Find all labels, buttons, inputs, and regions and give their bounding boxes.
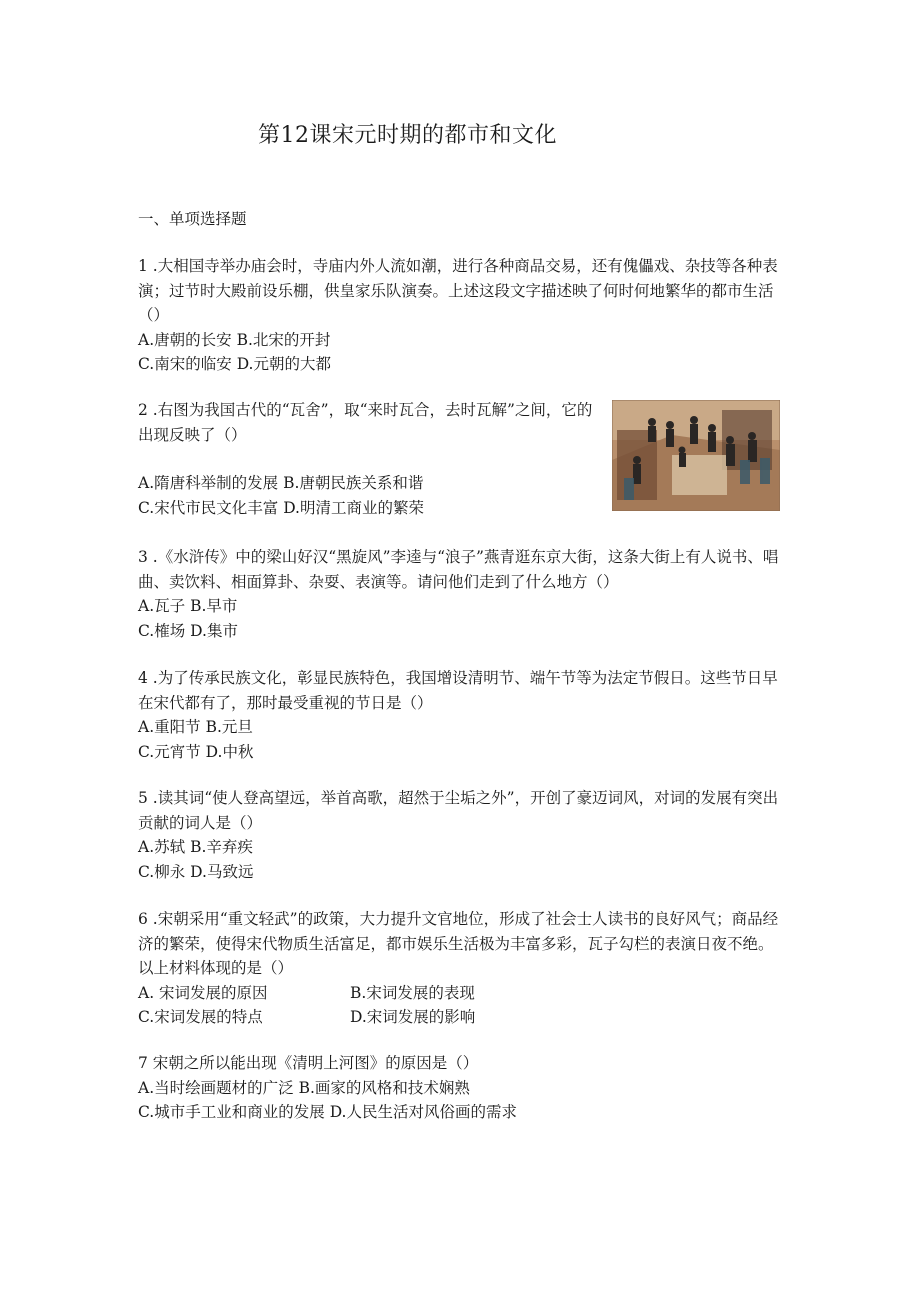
question-1 bbox=[138, 254, 784, 377]
question-stem: 5 .读其词“使人登高望远，举首高歌，超然于尘垢之外”，开创了豪迈词风，对词的发展有突出贡献的词人是（） bbox=[138, 789, 779, 832]
option-a[interactable]: A.瓦子 bbox=[138, 597, 186, 615]
option-d[interactable]: D.马致远 bbox=[190, 862, 254, 881]
question-stem: 2 .右图为我国古代的“瓦舍”，取“来时瓦合，去时瓦解”之间，它的出现反映了（） bbox=[138, 401, 593, 444]
question-4 bbox=[138, 666, 784, 764]
options-row bbox=[138, 740, 784, 765]
question-stem: 3 .《水浒传》中的梁山好汉“黑旋风”李逵与“浪子”燕青逛东京大街，这条大街上有人说书、唱曲、卖饮料、相面算卦、杂耍、表演等。请问他们走到了什么地方（） bbox=[138, 548, 779, 591]
option-b[interactable]: B.宋词发展的表现 bbox=[350, 983, 475, 1002]
option-b[interactable]: B.辛弃疾 bbox=[190, 838, 253, 856]
options-row bbox=[138, 619, 784, 644]
option-a[interactable]: A.唐朝的长安 bbox=[138, 330, 232, 349]
option-d[interactable]: D.中秋 bbox=[205, 742, 254, 761]
option-c[interactable]: C.南宋的临安 bbox=[138, 355, 232, 373]
options-row bbox=[138, 352, 784, 377]
option-b[interactable]: B.元旦 bbox=[205, 718, 253, 736]
options-row bbox=[138, 860, 784, 885]
section-heading: 一、单项选择题 bbox=[138, 210, 247, 228]
options-row bbox=[138, 981, 784, 1006]
option-d[interactable]: D.元朝的大都 bbox=[236, 355, 331, 373]
question-stem: 1 .大相国寺举办庙会时，寺庙内外人流如潮，进行各种商品交易，还有傀儡戏、杂技等各种表演；过节时大殿前设乐棚，供皇家乐队演奏。上述这段文字描述映了何时何地繁华的都市生活（） bbox=[138, 257, 778, 324]
question-3 bbox=[138, 545, 784, 643]
option-b[interactable]: B.北宋的开封 bbox=[236, 330, 331, 349]
option-c[interactable]: C.宋词发展的特点 bbox=[138, 1008, 263, 1026]
question-5 bbox=[138, 786, 784, 884]
option-a[interactable]: A.当时绘画题材的广泛 bbox=[138, 1078, 294, 1097]
option-d[interactable]: D.集市 bbox=[190, 621, 238, 640]
options-row bbox=[138, 1005, 784, 1030]
options-row bbox=[138, 1100, 784, 1125]
question-2 bbox=[138, 398, 598, 520]
option-b[interactable]: B.早市 bbox=[190, 597, 238, 615]
option-d[interactable]: D.宋词发展的影响 bbox=[350, 1008, 476, 1026]
question-stem: 4 .为了传承民族文化，彰显民族特色，我国增设清明节、端午节等为法定节假日。这些节日早在宋代都有了，那时最受重视的节日是（） bbox=[138, 669, 778, 712]
option-b[interactable]: B.唐朝民族关系和谐 bbox=[283, 474, 424, 492]
option-d[interactable]: D.人民生活对风俗画的需求 bbox=[329, 1103, 517, 1121]
options-row bbox=[138, 835, 784, 860]
question-6 bbox=[138, 907, 784, 1030]
option-b[interactable]: B.画家的风格和技术娴熟 bbox=[298, 1078, 470, 1097]
option-c[interactable]: C.榷场 bbox=[138, 621, 186, 640]
option-a[interactable]: A.隋唐科举制的发展 bbox=[138, 474, 279, 492]
option-c[interactable]: C.宋代市民文化丰富 bbox=[138, 498, 279, 517]
option-d[interactable]: D.明清工商业的繁荣 bbox=[283, 498, 424, 517]
options-row bbox=[138, 471, 598, 496]
option-c[interactable]: C.城市手工业和商业的发展 bbox=[138, 1103, 325, 1121]
options-row bbox=[138, 328, 784, 353]
option-a[interactable]: A. 宋词发展的原因 bbox=[138, 983, 268, 1002]
options-row bbox=[138, 715, 784, 740]
option-a[interactable]: A.重阳节 bbox=[138, 718, 201, 736]
options-row bbox=[138, 594, 784, 619]
options-row bbox=[138, 496, 598, 521]
question-7 bbox=[138, 1051, 784, 1125]
options-row bbox=[138, 1076, 784, 1101]
option-c[interactable]: C.元宵节 bbox=[138, 742, 201, 761]
question-stem: 7 宋朝之所以能出现《清明上河图》的原因是（） bbox=[138, 1054, 479, 1072]
option-a[interactable]: A.苏轼 bbox=[138, 838, 186, 856]
page-title: 第12课宋元时期的都市和文化 bbox=[258, 123, 557, 148]
option-c[interactable]: C.柳永 bbox=[138, 862, 186, 881]
question-stem: 6 .宋朝采用“重文轻武”的政策，大力提升文官地位，形成了社会士人读书的良好风气；商品经济的繁荣，使得宋代物质生活富足，都市娱乐生活极为丰富多彩，瓦子勾栏的表演日夜不绝。以上材料体现的是（） bbox=[138, 910, 779, 977]
washe-painting-image bbox=[612, 400, 780, 511]
